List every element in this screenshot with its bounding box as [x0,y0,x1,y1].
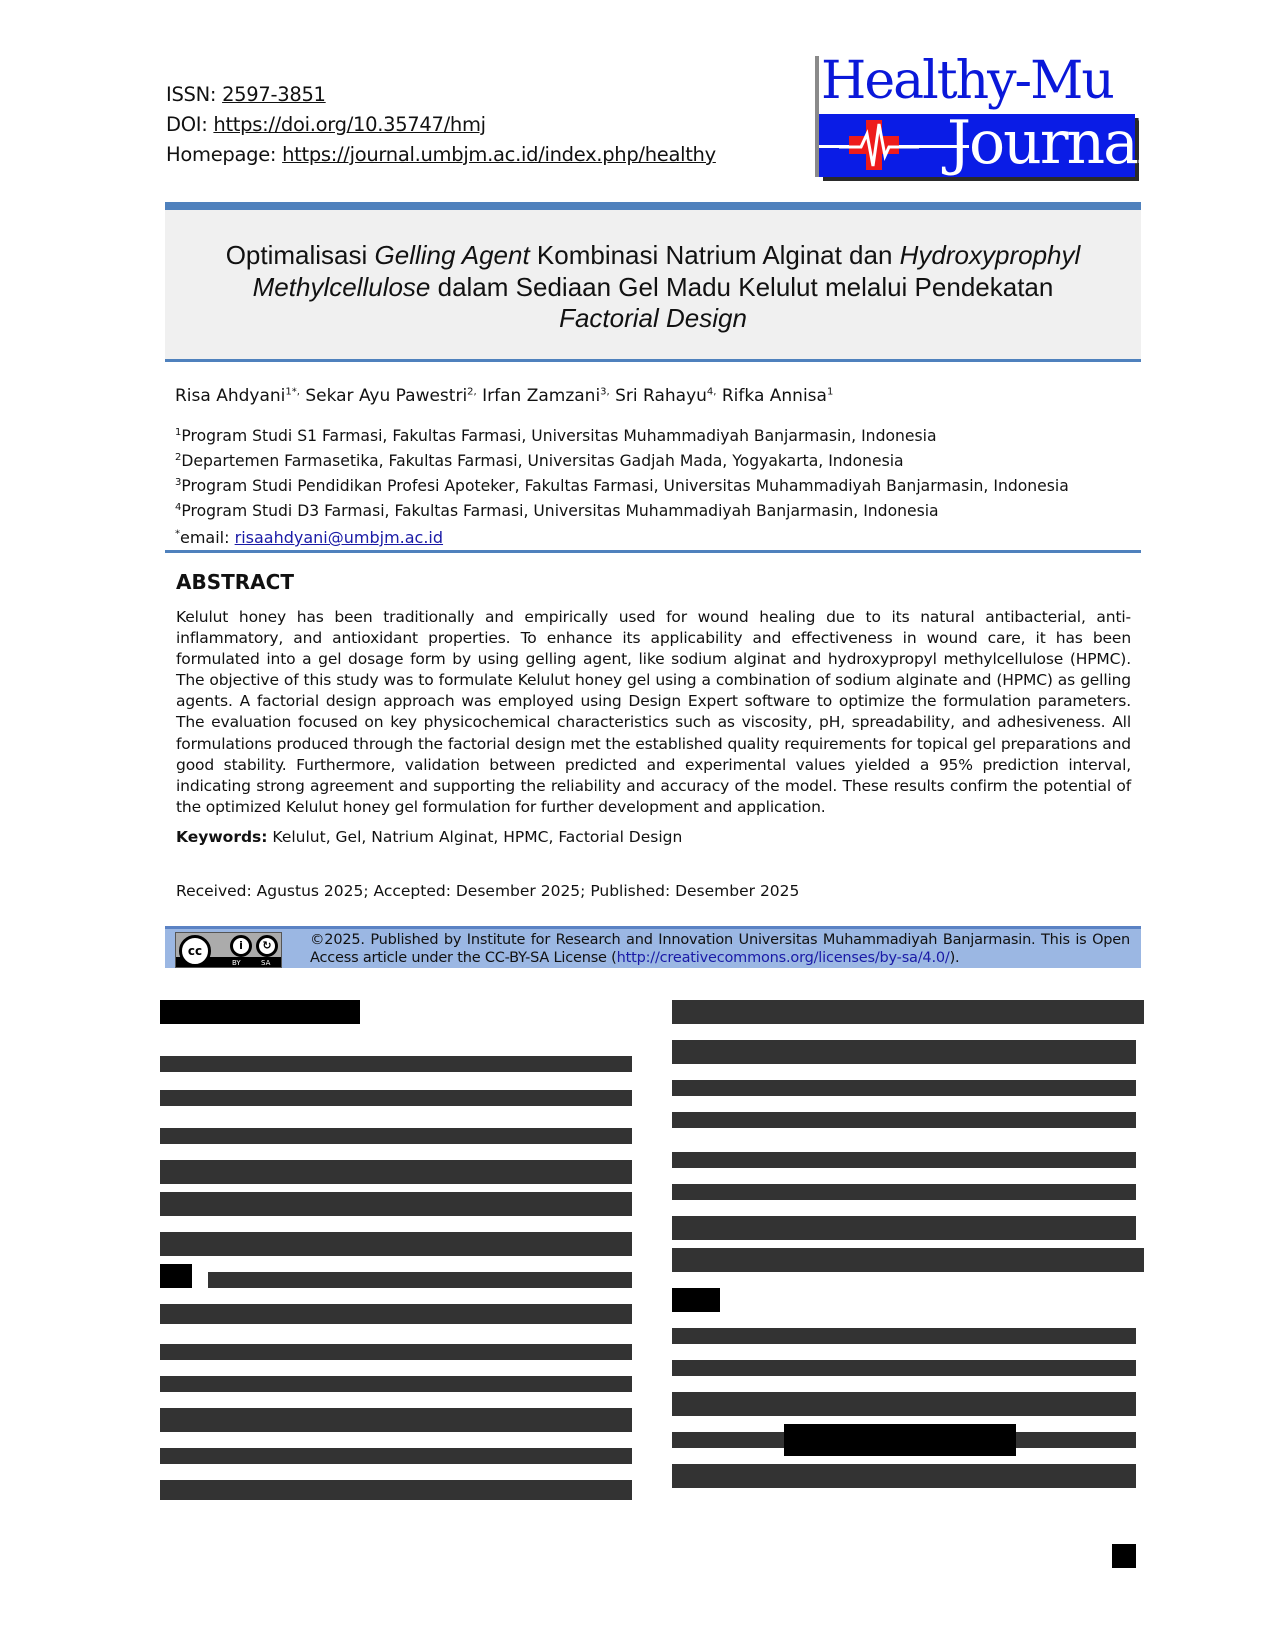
redacted-line [160,1448,632,1464]
author-affil-mark: 1 [826,386,834,398]
affiliation-list [175,422,1069,522]
keywords [176,828,682,846]
keywords-label: Keywords: [176,828,268,846]
sa-label: SA [261,959,271,967]
affiliation-number: 3 [175,477,182,488]
redacted-line [160,1344,632,1360]
title-text: Kombinasi Natrium Alginat dan [529,240,900,270]
corresponding-email [175,528,443,547]
author: Risa Ahdyani [175,386,286,406]
section-heading-redaction [160,1000,360,1024]
email-label: email: [180,528,235,547]
author: Sekar Ayu Pawestri [305,386,468,406]
redacted-line [672,1248,1144,1272]
doi-label: DOI: [166,113,208,136]
issn-row [166,80,716,110]
redacted-line [160,1232,632,1256]
affiliation-number: 4 [175,502,182,513]
keywords-text: Kelulut, Gel, Natrium Alginat, HPMC, Factorial Design [267,828,683,846]
affiliation-text: Program Studi S1 Farmasi, Fakultas Farmasi, Universitas Muhammadiyah Banjarmasin, Indonesia [181,427,937,445]
issn-label: ISSN: [166,83,217,106]
redacted-line [160,1376,632,1392]
issn-link[interactable]: 2597-3851 [222,83,326,106]
doi-row [166,110,716,140]
redacted-line [160,1090,632,1106]
cc-icon: cc [179,935,211,967]
affiliation [175,422,1069,447]
doi-link[interactable]: https://doi.org/10.35747/hmj [213,113,486,136]
license-statement: ©2025. Published by Institute for Research and Innovation Universitas Muhammadiyah Banjarmasin. This is Open Access article under the CC-BY-SA License ( [310,932,1130,966]
redacted-line [672,1328,1136,1344]
author-affil-mark: 3, [600,386,610,398]
license-text [310,931,1130,967]
attribution-icon: i [230,935,252,957]
redacted-line [160,1056,632,1072]
page-number-redaction [1112,1544,1136,1568]
heartbeat-icon [839,116,919,176]
homepage-row [166,140,716,170]
email-link[interactable]: risaahdyani@umbjm.ac.id [234,528,444,547]
logo-band [819,108,1155,178]
title-text: dalam Sediaan Gel Madu Kelulut melalui Pendekatan [430,271,1054,302]
article-title-box [165,202,1141,362]
redacted-line [672,1000,1144,1024]
abstract-heading: ABSTRACT [176,570,294,594]
author-list [175,386,833,406]
journal-meta [166,80,716,170]
redacted-line [672,1360,1136,1376]
redacted-line [160,1128,632,1144]
affiliation [175,497,1069,522]
abstract-text: Kelulut honey has been traditionally and empirically used for wound healing due to its natural antibacterial, anti-inflammatory, and antioxidant properties. To enhance its applicability and effectiveness in wound care, it has been formulated into a gel dosage form by using gelling agent, like sodium alginat and hydroxypropyl methylcellulose (HPMC). The objective of this study was to formulate Kelulut honey gel using a combination of sodium alginate and (HPMC) as gelling agents. A factorial design approach was employed using Design Expert software to optimize the formulation parameters. The evaluation focused on key physicochemical characteristics such as viscosity, pH, spreadability, and adhesiveness. All formulations produced through the factorial design met the established quality requirements for topical gel preparations and good stability. Furthermore, validation between predicted and experimental values yielded a 95% prediction interval, indicating strong agreement and supporting the reliability and accuracy of the model. These results confirm the potential of the optimized Kelulut honey gel formulation for further development and application. [176,608,1131,816]
author: Irfan Zamzani [482,386,601,406]
citation-redaction [160,1264,192,1288]
article-title [165,240,1141,335]
author-affil-mark: 2, [467,386,477,398]
redacted-line [160,1304,632,1324]
affiliation-text: Program Studi Pendidikan Profesi Apoteker, Fakultas Farmasi, Universitas Muhammadiyah Banjarmasin, Indonesia [181,477,1069,495]
logo-top-text: Healthy-Mu [821,51,1113,111]
redacted-line [672,1080,1136,1096]
cc-by-sa-badge[interactable] [175,932,282,968]
title-italic: Hydroxyprophyl [899,240,1081,270]
citation-redaction [784,1424,1016,1456]
redacted-line [672,1392,1136,1416]
affiliation [175,447,1069,472]
redacted-line [672,1464,1136,1488]
title-text: Optimalisasi [225,240,375,270]
redacted-line [160,1192,632,1216]
redacted-line [160,1480,632,1500]
redacted-line [160,1160,632,1184]
license-link[interactable]: http://creativecommons.org/licenses/by-sa/4.0/ [616,950,950,966]
affiliation-number: 2 [175,452,182,463]
author: Sri Rahayu [615,386,707,406]
redacted-line [672,1184,1136,1200]
redacted-line [672,1040,1136,1064]
journal-logo [815,51,1155,183]
author-affil-mark: 1*, [285,386,300,398]
logo-bottom-text: Journal [947,108,1155,178]
affiliation-text: Program Studi D3 Farmasi, Fakultas Farmasi, Universitas Muhammadiyah Banjarmasin, Indonesia [181,502,939,520]
share-alike-icon: ↻ [256,935,278,957]
affiliation-text: Departemen Farmasetika, Fakultas Farmasi, Universitas Gadjah Mada, Yogyakarta, Indonesia [181,452,904,470]
affiliation-number: 1 [175,427,182,438]
divider [165,550,1141,553]
affiliation [175,472,1069,497]
title-italic: Methylcellulose [252,271,431,302]
author: Rifka Annisa [721,386,827,406]
license-bar [165,926,1141,968]
citation-redaction [672,1288,720,1312]
license-statement-end: ). [949,950,960,966]
corresponding-mark: * [175,528,180,540]
homepage-link[interactable]: https://journal.umbjm.ac.id/index.php/healthy [282,143,716,166]
author-affil-mark: 4, [706,386,717,398]
title-italic: Factorial Design [559,303,747,333]
redacted-line [672,1152,1136,1168]
title-italic: Gelling Agent [374,240,530,270]
redacted-line [160,1408,632,1432]
redacted-line [672,1112,1136,1128]
redacted-line [672,1216,1136,1240]
redacted-line [208,1272,632,1288]
article-dates: Received: Agustus 2025; Accepted: Desember 2025; Published: Desember 2025 [176,882,800,900]
homepage-label: Homepage: [166,143,277,166]
by-label: BY [232,959,241,967]
